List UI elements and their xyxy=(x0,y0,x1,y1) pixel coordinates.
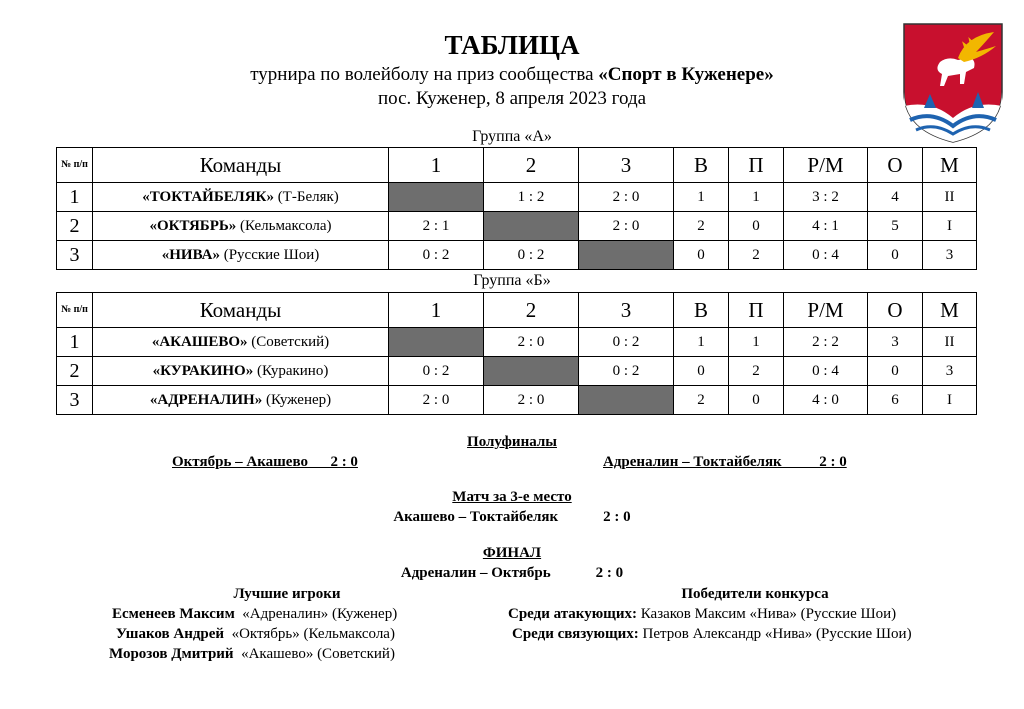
player-name: Ушаков Андрей xyxy=(116,626,225,642)
coat-of-arms-icon xyxy=(902,22,1004,144)
wins-cell: 0 xyxy=(674,241,729,270)
team-cell xyxy=(93,241,389,270)
player-team: «Адреналин» (Куженер) xyxy=(234,606,398,622)
table-row xyxy=(57,386,977,415)
losses-cell: 1 xyxy=(729,328,784,357)
sets-cell: 4 : 0 xyxy=(784,386,868,415)
group-a-caption: Группа «А» xyxy=(472,128,552,145)
group-b-table xyxy=(56,292,977,415)
team-location: (Т-Беляк) xyxy=(273,188,339,205)
semifinal-2: Адреналин – Токтайбеляк 2 : 0 xyxy=(603,454,847,470)
col-2: 2 xyxy=(484,293,579,328)
col-np: № п/п xyxy=(57,148,93,183)
third-place-title: Матч за 3-е место xyxy=(452,489,572,505)
score-cell: 2 : 0 xyxy=(579,212,674,241)
place-date: пос. Куженер, 8 апреля 2023 года xyxy=(377,88,647,109)
subtitle-bold: «Спорт в Куженере» xyxy=(598,64,774,85)
losses-cell: 0 xyxy=(729,212,784,241)
self-cell xyxy=(484,357,579,386)
row-number: 2 xyxy=(57,212,93,241)
self-cell xyxy=(389,183,484,212)
winner-category: Среди связующих: xyxy=(512,626,639,642)
wins-cell: 1 xyxy=(674,328,729,357)
player-name: Есменеев Максим xyxy=(112,606,235,622)
team-name: «КУРАКИНО» xyxy=(152,362,254,379)
wins-cell: 2 xyxy=(674,212,729,241)
table-row xyxy=(57,241,977,270)
table-row xyxy=(57,183,977,212)
score-cell: 2 : 0 xyxy=(484,386,579,415)
score-cell: 2 : 0 xyxy=(484,328,579,357)
row-number: 2 xyxy=(57,357,93,386)
best-player xyxy=(112,606,397,623)
place-cell: II xyxy=(923,183,977,212)
final-result: Адреналин – Октябрь 2 : 0 xyxy=(400,565,624,581)
col-points: О xyxy=(868,293,923,328)
losses-cell: 1 xyxy=(729,183,784,212)
player-team: «Октябрь» (Кельмаксола) xyxy=(224,626,395,642)
score-cell: 0 : 2 xyxy=(484,241,579,270)
col-3: 3 xyxy=(579,148,674,183)
winner-category: Среди атакующих: xyxy=(508,606,637,622)
col-1: 1 xyxy=(389,293,484,328)
score-cell: 2 : 1 xyxy=(389,212,484,241)
subtitle-plain: турнира по волейболу на приз сообщества xyxy=(250,64,599,85)
col-wins: В xyxy=(674,148,729,183)
player-name: Морозов Дмитрий xyxy=(109,646,234,662)
team-name: «НИВА» xyxy=(161,246,220,263)
team-location: (Советский) xyxy=(247,333,330,350)
winner-value: Казаков Максим «Нива» (Русские Шои) xyxy=(636,606,897,622)
team-location: (Русские Шои) xyxy=(219,246,320,263)
team-location: (Куракино) xyxy=(253,362,329,379)
sets-cell: 3 : 2 xyxy=(784,183,868,212)
page-subtitle xyxy=(0,64,1024,86)
score-cell: 2 : 0 xyxy=(579,183,674,212)
losses-cell: 0 xyxy=(729,386,784,415)
team-name: «ОКТЯБРЬ» xyxy=(149,217,237,234)
self-cell xyxy=(579,241,674,270)
wins-cell: 0 xyxy=(674,357,729,386)
row-number: 1 xyxy=(57,328,93,357)
row-number: 1 xyxy=(57,183,93,212)
table-row xyxy=(57,212,977,241)
player-team: «Акашево» (Советский) xyxy=(233,646,395,662)
sets-cell: 0 : 4 xyxy=(784,357,868,386)
points-cell: 3 xyxy=(868,328,923,357)
place-cell: II xyxy=(923,328,977,357)
winner-row xyxy=(512,626,912,643)
self-cell xyxy=(389,328,484,357)
place-cell: I xyxy=(923,386,977,415)
third-place-result: Акашево – Токтайбеляк 2 : 0 xyxy=(393,509,631,525)
table-row xyxy=(57,328,977,357)
place-cell: 3 xyxy=(923,241,977,270)
team-location: (Кельмаксола) xyxy=(236,217,332,234)
score-cell: 0 : 2 xyxy=(579,357,674,386)
points-cell: 0 xyxy=(868,241,923,270)
best-players-title: Лучшие игроки xyxy=(233,586,341,602)
col-sets: Р/М xyxy=(784,293,868,328)
best-player xyxy=(116,626,395,643)
team-cell xyxy=(93,212,389,241)
score-cell: 0 : 2 xyxy=(389,241,484,270)
col-3: 3 xyxy=(579,293,674,328)
points-cell: 4 xyxy=(868,183,923,212)
self-cell xyxy=(484,212,579,241)
losses-cell: 2 xyxy=(729,357,784,386)
best-player xyxy=(109,646,395,663)
team-cell xyxy=(93,183,389,212)
sets-cell: 2 : 2 xyxy=(784,328,868,357)
place-cell: I xyxy=(923,212,977,241)
losses-cell: 2 xyxy=(729,241,784,270)
col-sets: Р/М xyxy=(784,148,868,183)
col-1: 1 xyxy=(389,148,484,183)
col-teams: Команды xyxy=(93,148,389,183)
semifinal-1: Октябрь – Акашево 2 : 0 xyxy=(172,454,358,470)
score-cell: 1 : 2 xyxy=(484,183,579,212)
group-a-table xyxy=(56,147,977,270)
semifinals-title: Полуфиналы xyxy=(467,434,557,450)
sets-cell: 0 : 4 xyxy=(784,241,868,270)
team-cell xyxy=(93,386,389,415)
col-np: № п/п xyxy=(57,293,93,328)
self-cell xyxy=(579,386,674,415)
team-name: «АКАШЕВО» xyxy=(151,333,248,350)
group-a-header-row xyxy=(57,148,977,183)
col-losses: П xyxy=(729,293,784,328)
table-row xyxy=(57,357,977,386)
col-2: 2 xyxy=(484,148,579,183)
final-title: ФИНАЛ xyxy=(482,545,542,561)
row-number: 3 xyxy=(57,241,93,270)
col-points: О xyxy=(868,148,923,183)
sets-cell: 4 : 1 xyxy=(784,212,868,241)
group-b-header-row xyxy=(57,293,977,328)
points-cell: 0 xyxy=(868,357,923,386)
score-cell: 0 : 2 xyxy=(579,328,674,357)
page-title: ТАБЛИЦА xyxy=(444,30,580,60)
score-cell: 2 : 0 xyxy=(389,386,484,415)
col-teams: Команды xyxy=(93,293,389,328)
col-place: М xyxy=(923,293,977,328)
score-cell: 0 : 2 xyxy=(389,357,484,386)
points-cell: 5 xyxy=(868,212,923,241)
team-cell xyxy=(93,328,389,357)
group-b-caption: Группа «Б» xyxy=(473,272,551,289)
team-cell xyxy=(93,357,389,386)
wins-cell: 2 xyxy=(674,386,729,415)
team-name: «ТОКТАЙБЕЛЯК» xyxy=(142,188,274,205)
col-wins: В xyxy=(674,293,729,328)
row-number: 3 xyxy=(57,386,93,415)
team-name: «АДРЕНАЛИН» xyxy=(149,391,263,408)
col-place: М xyxy=(923,148,977,183)
winner-row xyxy=(508,606,896,623)
points-cell: 6 xyxy=(868,386,923,415)
col-losses: П xyxy=(729,148,784,183)
winner-value: Петров Александр «Нива» (Русские Шои) xyxy=(638,626,912,642)
team-location: (Куженер) xyxy=(262,391,332,408)
winners-title: Победители конкурса xyxy=(681,586,829,602)
place-cell: 3 xyxy=(923,357,977,386)
wins-cell: 1 xyxy=(674,183,729,212)
